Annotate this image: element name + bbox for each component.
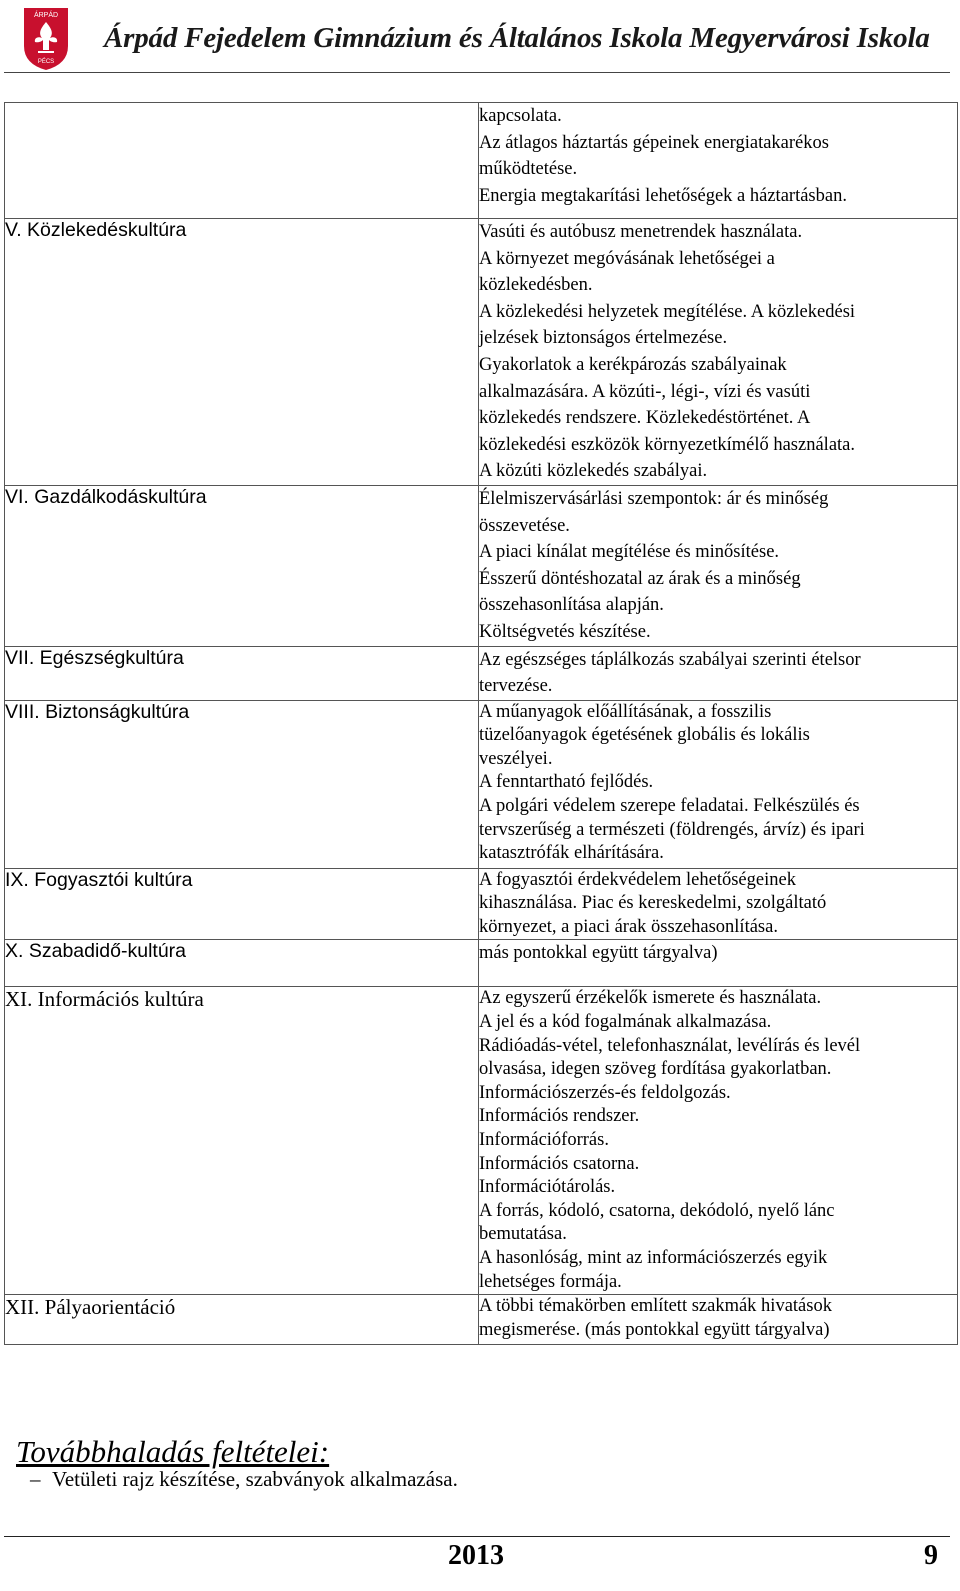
description-line: közlekedésben.	[479, 275, 593, 296]
topic-description-cell	[479, 646, 958, 700]
description-line: Vasúti és autóbusz menetrendek használata.	[479, 222, 803, 242]
requirement-bullet	[30, 1467, 458, 1492]
description-line: A hasonlóság, mint az információszerzés egyik	[479, 1248, 828, 1268]
topic-name-cell	[5, 1295, 479, 1345]
topic-name: VIII. Biztonságkultúra	[5, 700, 190, 723]
topic-name-cell	[5, 940, 479, 987]
description-line: katasztrófák elhárítására.	[479, 843, 664, 864]
bullet-dash: –	[30, 1467, 41, 1491]
topic-name-cell	[5, 868, 479, 940]
description-line: A fenntartható fejlődés.	[479, 772, 654, 793]
bullet-text: Vetületi rajz készítése, szabványok alkalmazása.	[52, 1467, 458, 1491]
description-line: működtetése.	[479, 159, 578, 180]
description-line: Energia megtakarítási lehetőségek a háztartásban.	[479, 185, 847, 206]
page-number: 9	[924, 1540, 938, 1571]
topic-description-cell	[479, 219, 958, 486]
description-line: tüzelőanyagok égetésének globális és lokális	[479, 725, 810, 746]
footer-year: 2013	[448, 1540, 504, 1571]
topic-description-cell	[479, 987, 958, 1295]
description-line: A közlekedési helyzetek megítélése. A közlekedési	[479, 301, 856, 322]
topic-name-cell	[5, 103, 479, 219]
topic-name: VII. Egészségkultúra	[5, 646, 184, 669]
description-line: megismerése. (más pontokkal együtt tárgyalva)	[479, 1319, 830, 1340]
topic-description-cell	[479, 1295, 958, 1345]
topic-row	[5, 700, 958, 868]
description-line: A piaci kínálat megítélése és minősítése.	[479, 542, 780, 563]
curriculum-topics-table	[4, 102, 958, 1345]
description-line: Információs csatorna.	[479, 1153, 640, 1174]
page-header	[0, 0, 960, 76]
description-line: A jel és a kód fogalmának alkalmazása.	[479, 1012, 772, 1033]
description-line: Az átlagos háztartás gépeinek energiatakarékos	[479, 132, 829, 153]
topic-name-cell	[5, 700, 479, 868]
topic-description-cell	[479, 700, 958, 868]
topic-name: XI. Információs kultúra	[5, 987, 204, 1012]
description-line: A polgári védelem szerepe feladatai. Felkészülés és	[479, 796, 860, 817]
description-line: A műanyagok előállításának, a fosszilis	[479, 701, 772, 722]
description-line: Információszerzés-és feldolgozás.	[479, 1082, 731, 1103]
topic-name: XII. Pályaorientáció	[5, 1295, 176, 1320]
description-line: Információs rendszer.	[479, 1106, 640, 1127]
description-line: Ésszerű döntéshozatal az árak és a minőség	[479, 568, 801, 589]
topic-name-cell	[5, 485, 479, 646]
description-line: Élelmiszervásárlási szempontok: ár és minőség	[479, 488, 829, 509]
topic-description-cell	[479, 940, 958, 987]
description-line: Információtárolás.	[479, 1177, 616, 1198]
description-line: összevetése.	[479, 515, 570, 536]
description-line: A többi témakörben említett szakmák hivatások	[479, 1296, 832, 1317]
section-heading: Továbbhaladás feltételei:	[16, 1434, 330, 1469]
description-line: kapcsolata.	[479, 106, 562, 126]
topic-name-cell	[5, 219, 479, 486]
school-crest-icon	[22, 6, 70, 72]
description-line: veszélyei.	[479, 748, 553, 769]
topic-row	[5, 646, 958, 700]
description-line: közlekedés rendszere. Közlekedéstörténet. A	[479, 408, 811, 429]
topic-row	[5, 103, 958, 219]
description-line: Az egészséges táplálkozás szabályai szerinti ételsor	[479, 649, 861, 670]
footer-divider	[4, 1536, 950, 1537]
description-line: A fogyasztói érdekvédelem lehetőségeinek	[479, 869, 796, 890]
description-line: összehasonlítása alapján.	[479, 595, 664, 616]
description-line: közlekedési eszközök környezetkímélő használata.	[479, 434, 856, 455]
description-line: környezet, a piaci árak összehasonlítása.	[479, 916, 778, 937]
description-line: olvasása, idegen szöveg fordítása gyakorlatban.	[479, 1059, 832, 1080]
description-line: A környezet megóvásának lehetőségei a	[479, 248, 775, 269]
school-name: Árpád Fejedelem Gimnázium és Általános Iskola Megyervárosi Iskola	[104, 22, 930, 54]
description-line: kihasználása. Piac és kereskedelmi, szolgáltató	[479, 893, 827, 914]
description-line: más pontokkal együtt tárgyalva)	[479, 943, 718, 964]
description-line: lehetséges formája.	[479, 1271, 622, 1292]
topic-row	[5, 485, 958, 646]
description-line: Gyakorlatok a kerékpározás szabályainak	[479, 354, 787, 375]
description-line: tervezése.	[479, 676, 553, 697]
topic-name-cell	[5, 987, 479, 1295]
topic-row	[5, 987, 958, 1295]
description-line: alkalmazására. A közúti-, légi-, vízi és vasúti	[479, 381, 811, 402]
header-divider	[4, 72, 950, 73]
topic-row	[5, 1295, 958, 1345]
topic-row	[5, 940, 958, 987]
description-line: Rádióadás-vétel, telefonhasználat, levélírás és levél	[479, 1035, 861, 1056]
svg-text:PÉCS: PÉCS	[37, 59, 55, 65]
description-line: Információforrás.	[479, 1130, 609, 1151]
description-line: Az egyszerű érzékelők ismerete és használata.	[479, 988, 822, 1009]
description-line: A forrás, kódoló, csatorna, dekódoló, nyelő lánc	[479, 1200, 835, 1221]
topic-name: IX. Fogyasztói kultúra	[5, 868, 193, 891]
topic-name: VI. Gazdálkodáskultúra	[5, 485, 207, 508]
topic-description-cell	[479, 485, 958, 646]
description-line: jelzések biztonságos értelmezése.	[479, 328, 728, 349]
description-line: bemutatása.	[479, 1224, 567, 1245]
topic-name-cell	[5, 646, 479, 700]
topic-row	[5, 219, 958, 486]
description-line: Költségvetés készítése.	[479, 621, 651, 642]
description-line: A közúti közlekedés szabályai.	[479, 461, 708, 482]
topic-description-cell	[479, 103, 958, 219]
description-line: tervszerűség a természeti (földrengés, árvíz) és ipari	[479, 819, 865, 840]
topic-description-cell	[479, 868, 958, 940]
topic-name: V. Közlekedéskultúra	[5, 219, 187, 241]
topic-name: X. Szabadidő-kultúra	[5, 940, 187, 963]
svg-text:ÁRPÁD: ÁRPÁD	[33, 12, 59, 19]
topic-row	[5, 868, 958, 940]
